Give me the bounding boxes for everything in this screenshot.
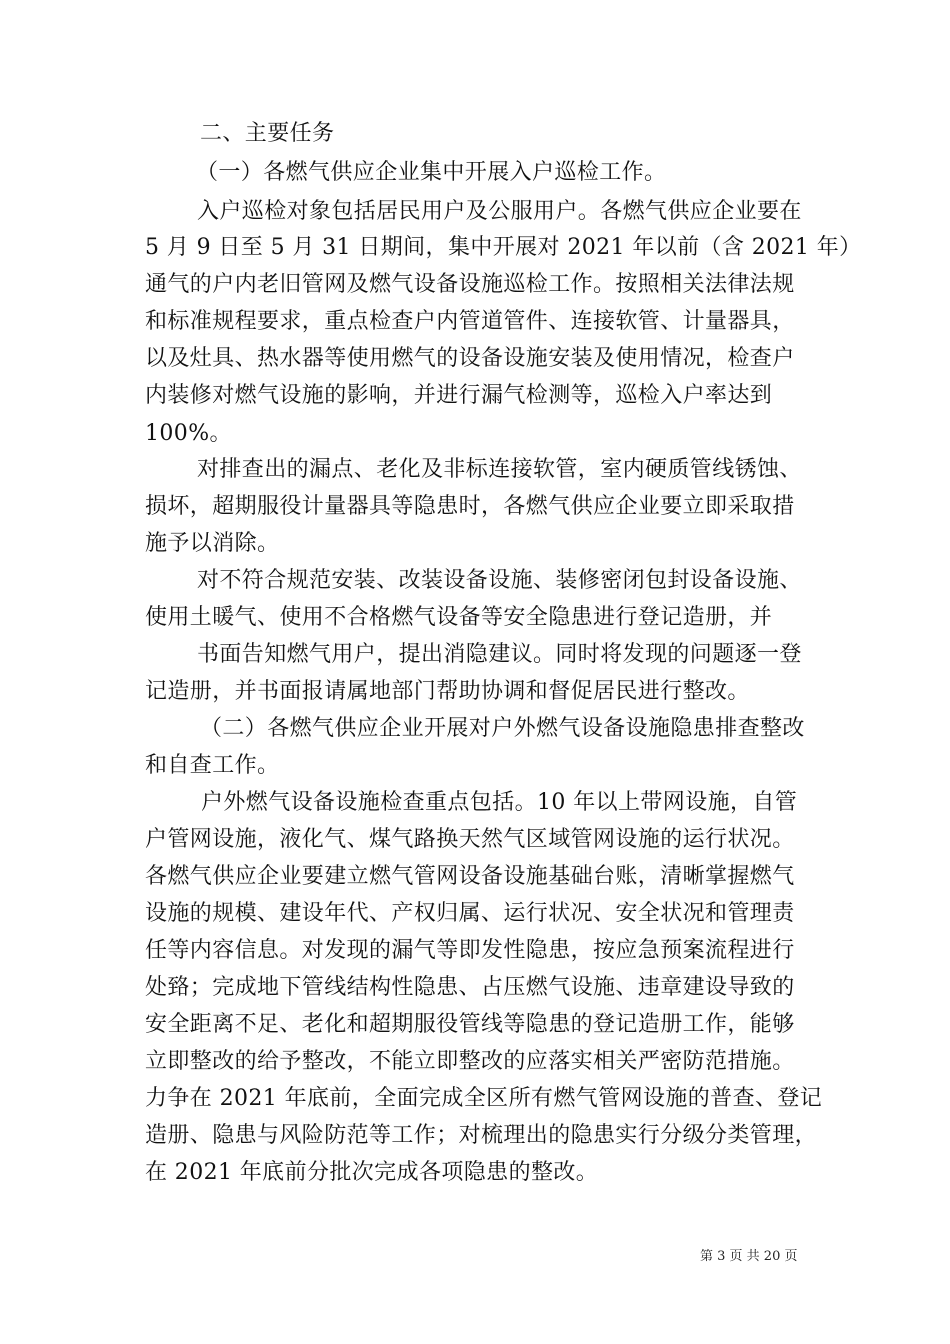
paragraph-line: 户外燃气设备设施检查重点包括。10 年以上带网设施，自管 xyxy=(201,790,798,815)
paragraph-line: 对排查出的漏点、老化及非标连接软管，室内硬质管线锈蚀、 xyxy=(197,457,802,482)
paragraph-line: 损坏，超期服役计量器具等隐患时，各燃气供应企业要立即采取措 xyxy=(145,494,795,519)
paragraph-line: 安全距离不足、老化和超期服役管线等隐患的登记造册工作，能够 xyxy=(145,1012,795,1037)
paragraph-line: 在 2021 年底前分批次完成各项隐患的整改。 xyxy=(145,1160,599,1185)
paragraph-line: 内装修对燃气设施的影响，并进行漏气检测等，巡检入户率达到 xyxy=(145,383,773,408)
paragraph-line: 记造册，并书面报请属地部门帮助协调和督促居民进行整改。 xyxy=(145,679,750,704)
paragraph-line: 立即整改的给予整改，不能立即整改的应落实相关严密防范措施。 xyxy=(145,1049,795,1074)
subsection-heading: 和自查工作。 xyxy=(145,753,280,778)
paragraph-line: 使用土暖气、使用不合格燃气设备等安全隐患进行登记造册，并 xyxy=(145,605,773,630)
page-number-footer: 第 3 页 共 20 页 xyxy=(700,1249,798,1264)
paragraph-line: 户管网设施，液化气、煤气路换天然气区域管网设施的运行状况。 xyxy=(145,827,795,852)
paragraph-line: 入户巡检对象包括居民用户及公服用户。各燃气供应企业要在 xyxy=(197,199,802,224)
subsection-heading: （一）各燃气供应企业集中开展入户巡检工作。 xyxy=(196,160,667,185)
section-heading: 二、主要任务 xyxy=(200,121,335,146)
paragraph-line: 设施的规模、建设年代、产权归属、运行状况、安全状况和管理责 xyxy=(145,901,795,926)
paragraph-line: 施予以消除。 xyxy=(145,531,280,556)
paragraph-line: 处臵；完成地下管线结构性隐患、占压燃气设施、违章建设导致的 xyxy=(145,975,795,1000)
paragraph-line: 书面告知燃气用户，提出消隐建议。同时将发现的问题逐一登 xyxy=(197,642,802,667)
paragraph-line: 和标准规程要求，重点检查户内管道管件、连接软管、计量器具， xyxy=(145,309,795,334)
paragraph-line: 力争在 2021 年底前，全面完成全区所有燃气管网设施的普查、登记 xyxy=(145,1086,823,1111)
paragraph-line: 各燃气供应企业要建立燃气管网设备设施基础台账，清晰掌握燃气 xyxy=(145,864,795,889)
paragraph-line: 通气的户内老旧管网及燃气设备设施巡检工作。按照相关法律法规 xyxy=(145,272,795,297)
paragraph-line: 以及灶具、热水器等使用燃气的设备设施安装及使用情况，检查户 xyxy=(145,346,795,371)
paragraph-line: 对不符合规范安装、改装设备设施、装修密闭包封设备设施、 xyxy=(197,568,802,593)
paragraph-line: 任等内容信息。对发现的漏气等即发性隐患，按应急预案流程进行 xyxy=(145,938,795,963)
paragraph-line: 造册、隐患与风险防范等工作；对梳理出的隐患实行分级分类管理， xyxy=(145,1123,818,1148)
subsection-heading: （二）各燃气供应企业开展对户外燃气设备设施隐患排查整改 xyxy=(200,716,805,741)
paragraph-line: 100%。 xyxy=(145,421,232,446)
paragraph-line: 5 月 9 日至 5 月 31 日期间，集中开展对 2021 年以前（含 2021 年） xyxy=(145,235,862,260)
